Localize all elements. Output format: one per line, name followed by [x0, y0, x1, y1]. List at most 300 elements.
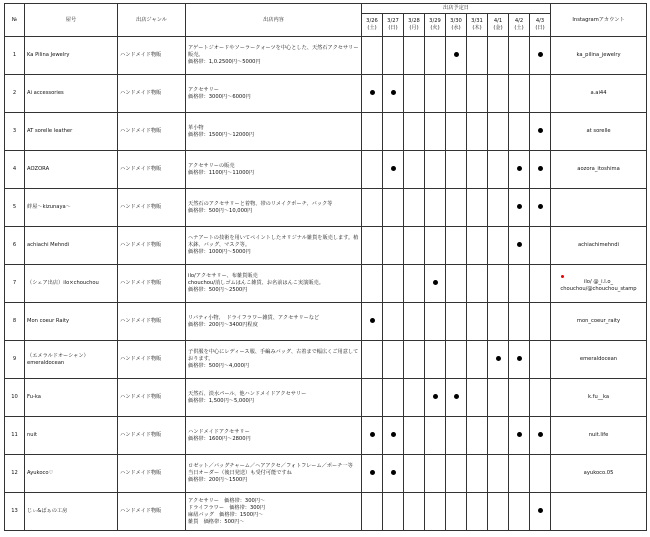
genre-cell: ハンドメイド物販 [118, 227, 186, 265]
schedule-cell [467, 455, 488, 493]
attendance-dot-icon [538, 166, 543, 171]
date-label: 3/31 [471, 18, 483, 24]
schedule-cell [404, 379, 425, 417]
schedule-cell [467, 379, 488, 417]
schedule-cell [530, 379, 551, 417]
instagram-handle: ilo/ @_i.l.o_ chouchou/@chouchou_stamp [560, 278, 637, 292]
shop-name [25, 493, 118, 531]
row-number: 3 [5, 113, 25, 151]
attendance-dot-icon [370, 432, 375, 437]
shop-name-text: Mon coeur Raity [27, 318, 70, 324]
genre-cell: ハンドメイド物販 [118, 341, 186, 379]
genre-cell: ハンドメイド物販 [118, 379, 186, 417]
schedule-cell [404, 303, 425, 341]
schedule-cell [467, 265, 488, 303]
schedule-cell [446, 493, 467, 531]
shop-name-text: emeraldocean [27, 359, 65, 366]
table-row [5, 37, 647, 75]
row-number: 8 [5, 303, 25, 341]
attendance-dot-icon [538, 204, 543, 209]
shop-name-text: nuit [27, 432, 38, 438]
schedule-cell [404, 189, 425, 227]
shop-note: （シェア出店） [27, 280, 64, 286]
schedule-cell [467, 341, 488, 379]
schedule-cell [530, 151, 551, 189]
instagram-cell [551, 37, 647, 75]
schedule-cell [362, 151, 383, 189]
table-row [5, 417, 647, 455]
genre-cell: ハンドメイド物販 [118, 303, 186, 341]
schedule-cell [404, 227, 425, 265]
schedule-cell [467, 113, 488, 151]
schedule-cell [488, 113, 509, 151]
content-cell [186, 151, 362, 189]
schedule-cell [509, 151, 530, 189]
schedule-cell [404, 265, 425, 303]
instagram-handle: aozora_itoshima [577, 166, 620, 172]
schedule-cell [446, 379, 467, 417]
table-row [5, 151, 647, 189]
schedule-cell [404, 151, 425, 189]
shop-name [25, 303, 118, 341]
schedule-cell [467, 151, 488, 189]
row-number: 6 [5, 227, 25, 265]
schedule-cell [425, 493, 446, 531]
schedule-cell [530, 37, 551, 75]
shop-name-text: Ai accessories [27, 90, 64, 96]
attendance-dot-icon [433, 394, 438, 399]
schedule-cell [425, 417, 446, 455]
genre-cell: ハンドメイド物販 [118, 265, 186, 303]
shop-name-text: ilo×chouchou [63, 280, 99, 286]
instagram-cell [551, 227, 647, 265]
attendance-dot-icon [433, 280, 438, 285]
content-cell [186, 417, 362, 455]
attendance-dot-icon [538, 432, 543, 437]
schedule-cell [509, 265, 530, 303]
instagram-handle: at sorelle [586, 128, 611, 134]
schedule-cell [530, 341, 551, 379]
table-row [5, 379, 647, 417]
content-line: ilo/アクセサリー、布雑貨販売 [188, 273, 258, 279]
content-line: ドライフラワー 価格帯：300円 [188, 504, 266, 511]
schedule-cell [509, 75, 530, 113]
attendance-dot-icon [496, 356, 501, 361]
schedule-cell [404, 113, 425, 151]
content-line: 麻紐バッグ 価格帯：1500円〜 [188, 511, 264, 518]
schedule-cell [446, 189, 467, 227]
row-number: 4 [5, 151, 25, 189]
schedule-cell [530, 265, 551, 303]
schedule-cell [404, 37, 425, 75]
date-label: 3/26 [366, 18, 378, 24]
schedule-cell [362, 379, 383, 417]
shop-name [25, 151, 118, 189]
attendance-dot-icon [370, 470, 375, 475]
content-line: 子供服を中心にレディース服、手編みバッグ、古着まで幅広くご用意しております。 [188, 349, 359, 362]
weekday-label: (金) [493, 25, 503, 31]
shop-name-text: 絆屋〜kizunaya〜 [27, 204, 71, 210]
shop-name-text: Ayukoco♡ [27, 470, 54, 476]
schedule-cell [467, 417, 488, 455]
attendance-dot-icon [454, 52, 459, 57]
schedule-cell [530, 417, 551, 455]
shop-name [25, 455, 118, 493]
schedule-cell [425, 455, 446, 493]
date-label: 3/30 [450, 18, 462, 24]
header-genre: 出店ジャンル [118, 4, 186, 37]
content-line: 天然石、淡水パール、他ハンドメイドアクセサリー [188, 390, 307, 397]
table-row [5, 455, 647, 493]
schedule-cell [362, 189, 383, 227]
schedule-cell [509, 189, 530, 227]
schedule-cell [425, 341, 446, 379]
schedule-cell [467, 37, 488, 75]
schedule-cell [446, 37, 467, 75]
attendance-dot-icon [391, 470, 396, 475]
shop-name [25, 265, 118, 303]
content-line: 価格帯：200円〜3400円程度 [188, 321, 258, 328]
content-line: 価格帯：1000円〜5000円 [188, 249, 251, 255]
schedule-cell [383, 455, 404, 493]
row-number: 9 [5, 341, 25, 379]
schedule-cell [509, 227, 530, 265]
schedule-cell [488, 379, 509, 417]
content-line: ハンドメイドアクセサリー [188, 428, 250, 435]
schedule-cell [404, 417, 425, 455]
table-row [5, 493, 647, 531]
instagram-handle: k.fu__ka [587, 394, 610, 400]
schedule-cell [488, 37, 509, 75]
instagram-handle: nuit.life [588, 432, 609, 438]
instagram-handle: achiachimehndi [577, 242, 620, 248]
row-number: 7 [5, 265, 25, 303]
date-label: 4/2 [514, 18, 524, 24]
content-line: 価格帯：500円〜10,000円 [188, 207, 253, 214]
attendance-dot-icon [538, 508, 543, 513]
schedule-cell [509, 37, 530, 75]
shop-name-text: Ka Pilina Jewelry [27, 52, 70, 58]
schedule-cell [446, 303, 467, 341]
schedule-cell [383, 341, 404, 379]
schedule-cell [425, 151, 446, 189]
shop-name-text: AOZORA [27, 166, 50, 172]
content-cell [186, 341, 362, 379]
schedule-cell [467, 303, 488, 341]
date-header [530, 14, 551, 37]
content-line: 天然石のアクセサリーと着物、帯のリメイクポーチ、バック等 [188, 200, 333, 207]
schedule-cell [446, 265, 467, 303]
instagram-handle: ka_pilina_jewelry [576, 52, 621, 58]
schedule-cell [530, 75, 551, 113]
table-row [5, 303, 647, 341]
schedule-cell [530, 189, 551, 227]
content-line: アゲートジオードやソーラークォーツを中心とした、天然石アクセサリー販売。 [188, 45, 359, 58]
schedule-cell [362, 37, 383, 75]
attendance-dot-icon [391, 166, 396, 171]
attendance-dot-icon [538, 52, 543, 57]
schedule-cell [383, 75, 404, 113]
schedule-cell [425, 227, 446, 265]
content-line: 価格帯：1600円〜2800円 [188, 435, 251, 442]
schedule-cell [362, 265, 383, 303]
header-instagram: Instagramアカウント [551, 4, 647, 37]
content-line: 革小物 [188, 124, 204, 131]
content-line: ヘナアートの技術を用いてペイントしたオリジナル雑貨を販売します。植木鉢、バッグ、マスク等。 [188, 235, 359, 248]
date-label: 3/29 [429, 18, 441, 24]
schedule-cell [488, 189, 509, 227]
table-row [5, 75, 647, 113]
instagram-handle: a.ai44 [590, 90, 607, 96]
schedule-cell [530, 303, 551, 341]
genre-cell: ハンドメイド物販 [118, 189, 186, 227]
schedule-cell [362, 113, 383, 151]
date-header [467, 14, 488, 37]
shop-name [25, 379, 118, 417]
schedule-cell [425, 379, 446, 417]
schedule-cell [530, 493, 551, 531]
schedule-cell [404, 455, 425, 493]
schedule-cell [383, 227, 404, 265]
content-cell [186, 113, 362, 151]
date-label: 3/27 [387, 18, 399, 24]
shop-name-text: Fu-ka [27, 394, 41, 400]
schedule-cell [509, 303, 530, 341]
red-mark-icon [561, 275, 564, 278]
header-schedule: 出店予定日 [362, 4, 551, 14]
content-line: アクセサリー 価格帯：300円〜 [188, 497, 266, 504]
weekday-label: (火) [430, 25, 440, 31]
instagram-cell [551, 455, 647, 493]
instagram-cell [551, 493, 647, 531]
schedule-cell [362, 417, 383, 455]
schedule-cell [383, 189, 404, 227]
schedule-cell [425, 303, 446, 341]
schedule-cell [488, 265, 509, 303]
genre-cell: ハンドメイド物販 [118, 493, 186, 531]
schedule-cell [446, 75, 467, 113]
schedule-cell [404, 75, 425, 113]
date-label: 4/1 [493, 18, 503, 24]
content-cell [186, 189, 362, 227]
schedule-cell [425, 75, 446, 113]
table-row [5, 341, 647, 379]
row-number: 11 [5, 417, 25, 455]
instagram-cell [551, 379, 647, 417]
schedule-cell [362, 303, 383, 341]
date-header [488, 14, 509, 37]
schedule-cell [509, 455, 530, 493]
date-label: 3/28 [408, 18, 420, 24]
header-shop: 屋号 [25, 4, 118, 37]
date-header [362, 14, 383, 37]
weekday-label: (土) [514, 25, 524, 31]
schedule-cell [467, 189, 488, 227]
schedule-cell [488, 493, 509, 531]
weekday-label: (土) [367, 25, 377, 31]
row-number: 12 [5, 455, 25, 493]
schedule-cell [446, 417, 467, 455]
instagram-handle: emeraldocean [579, 356, 618, 362]
genre-cell: ハンドメイド物販 [118, 75, 186, 113]
instagram-cell [551, 75, 647, 113]
attendance-dot-icon [391, 432, 396, 437]
shop-name [25, 189, 118, 227]
attendance-dot-icon [517, 166, 522, 171]
schedule-cell [383, 37, 404, 75]
schedule-cell [530, 227, 551, 265]
header-no: № [5, 4, 25, 37]
schedule-cell [425, 37, 446, 75]
content-cell [186, 493, 362, 531]
weekday-label: (日) [535, 25, 545, 31]
schedule-cell [446, 455, 467, 493]
schedule-cell [362, 455, 383, 493]
date-header [446, 14, 467, 37]
header-content: 出店内容 [186, 4, 362, 37]
schedule-cell [509, 113, 530, 151]
schedule-cell [425, 113, 446, 151]
content-cell [186, 303, 362, 341]
attendance-dot-icon [517, 204, 522, 209]
schedule-cell [362, 493, 383, 531]
schedule-cell [488, 341, 509, 379]
attendance-dot-icon [517, 432, 522, 437]
content-line: 価格帯：1500円〜12000円 [188, 131, 255, 138]
schedule-cell [362, 227, 383, 265]
schedule-cell [383, 151, 404, 189]
content-line: 価格帯：1100円〜11000円 [188, 169, 255, 176]
schedule-cell [446, 151, 467, 189]
schedule-cell [530, 113, 551, 151]
schedule-cell [404, 341, 425, 379]
genre-cell: ハンドメイド物販 [118, 113, 186, 151]
content-line: アクセサリーの販売 [188, 162, 235, 169]
date-header [404, 14, 425, 37]
schedule-cell [383, 265, 404, 303]
content-line: リバティ小物、 ドライフラワー雑貨、アクセサリーなど [188, 314, 320, 321]
instagram-cell [551, 265, 647, 303]
schedule-cell [467, 227, 488, 265]
schedule-cell [383, 493, 404, 531]
schedule-cell [488, 227, 509, 265]
content-line: 雑貨 価格帯：500円〜 [188, 518, 245, 525]
date-header [425, 14, 446, 37]
table-row [5, 113, 647, 151]
shop-name [25, 341, 118, 379]
shop-name [25, 75, 118, 113]
schedule-cell [488, 303, 509, 341]
schedule-cell [383, 379, 404, 417]
shop-name [25, 37, 118, 75]
schedule-cell [362, 75, 383, 113]
schedule-cell [383, 113, 404, 151]
shop-name-text: AT sorelle leather [27, 128, 73, 134]
shop-name [25, 417, 118, 455]
weekday-label: (木) [472, 25, 482, 31]
schedule-cell [425, 265, 446, 303]
content-line: 価格帯：500円〜4,000円 [188, 363, 250, 369]
table-row [5, 227, 647, 265]
instagram-cell [551, 113, 647, 151]
content-cell [186, 227, 362, 265]
content-line: chouchou/消しゴムはんこ雑貨、お名前はんこ実演販売。 [188, 280, 324, 286]
content-cell [186, 379, 362, 417]
genre-cell: ハンドメイド物販 [118, 37, 186, 75]
content-line: アクセサリー [188, 86, 219, 93]
content-line: 価格帯：1,500円〜5,000円 [188, 397, 255, 404]
row-number: 5 [5, 189, 25, 227]
instagram-cell [551, 189, 647, 227]
schedule-cell [383, 303, 404, 341]
shop-name [25, 227, 118, 265]
content-line: 価格帯：3000円〜6000円 [188, 93, 251, 100]
schedule-cell [530, 455, 551, 493]
attendance-dot-icon [391, 90, 396, 95]
shop-name [25, 113, 118, 151]
instagram-cell [551, 417, 647, 455]
attendance-dot-icon [370, 318, 375, 323]
content-line: 価格帯：200円〜1500円 [188, 477, 248, 483]
row-number: 10 [5, 379, 25, 417]
weekday-label: (水) [451, 25, 461, 31]
genre-cell: ハンドメイド物販 [118, 151, 186, 189]
shop-note: （エメラルドオーシャン） [27, 352, 89, 359]
instagram-handle: mon_coeur_raity [576, 318, 621, 324]
schedule-cell [488, 455, 509, 493]
schedule-cell [383, 417, 404, 455]
table-row [5, 265, 647, 303]
content-cell [186, 455, 362, 493]
instagram-cell [551, 151, 647, 189]
schedule-cell [446, 341, 467, 379]
row-number: 1 [5, 37, 25, 75]
row-number: 13 [5, 493, 25, 531]
date-header [509, 14, 530, 37]
instagram-cell [551, 303, 647, 341]
schedule-cell [425, 189, 446, 227]
weekday-label: (月) [409, 25, 419, 31]
schedule-cell [509, 341, 530, 379]
instagram-cell [551, 341, 647, 379]
schedule-cell [467, 75, 488, 113]
schedule-cell [446, 113, 467, 151]
attendance-dot-icon [538, 128, 543, 133]
content-line: ロゼット／バッグチャーム／ヘアアクセ／フォトフレーム／ポーチ一等 当日オーダー（後日発送）も受付可能ですね [188, 463, 359, 476]
content-line: 価格帯：500円〜2500円 [188, 287, 248, 293]
schedule-cell [509, 417, 530, 455]
attendance-dot-icon [517, 356, 522, 361]
shop-name-text: じぃ&ばぁの工房 [27, 508, 68, 514]
content-cell [186, 37, 362, 75]
shop-name-text: achiachi Mehndi [27, 242, 70, 248]
schedule-cell [404, 493, 425, 531]
content-cell [186, 265, 362, 303]
attendance-dot-icon [370, 90, 375, 95]
genre-cell: ハンドメイド物販 [118, 455, 186, 493]
attendance-dot-icon [517, 242, 522, 247]
row-number: 2 [5, 75, 25, 113]
date-header [383, 14, 404, 37]
content-cell [186, 75, 362, 113]
table-row [5, 189, 647, 227]
vendor-schedule-table [4, 3, 647, 531]
content-line: 価格帯：1,0.2500円〜5000円 [188, 59, 261, 65]
schedule-cell [509, 379, 530, 417]
attendance-dot-icon [454, 394, 459, 399]
schedule-cell [488, 417, 509, 455]
schedule-cell [446, 227, 467, 265]
